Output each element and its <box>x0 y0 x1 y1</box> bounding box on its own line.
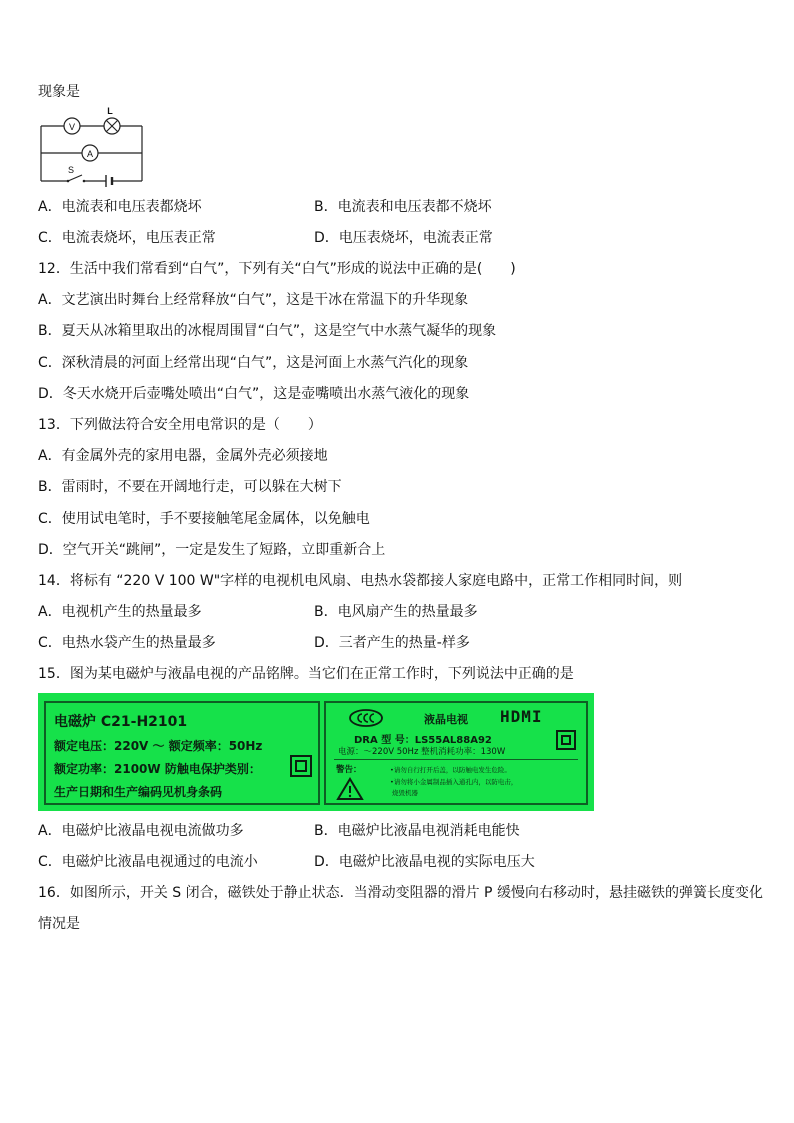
q14-option-d: D．三者产生的热量-样多 <box>314 635 470 651</box>
q12-option-d: D．冬天水烧开后壶嘴处喷出“白气”，这是壶嘴喷出水蒸气液化的现象 <box>38 386 470 402</box>
tv-warn-2: •请勿将小金属制品插入通孔内，以防电击， <box>390 778 518 786</box>
tv-warn-1: •请勿自行打开后盖，以防触电发生危险。 <box>390 766 511 774</box>
switch-label: S <box>67 165 75 175</box>
q15-stem: 15．图为某电磁炉与液晶电视的产品铭牌。当它们在正常工作时，下列说法中正确的是 <box>38 666 574 682</box>
q12-option-a: A．文艺演出时舞台上经常释放“白气”，这是干冰在常温下的升华现象 <box>38 292 469 308</box>
tv-warn-3: 烧毁机器 <box>392 789 418 797</box>
q13-option-d: D．空气开关“跳闸”，一定是发生了短路，立即重新合上 <box>38 542 386 558</box>
q14-option-c: C．电热水袋产生的热量最多 <box>38 635 216 651</box>
tv-name: 液晶电视 <box>424 713 468 726</box>
lamp-label: L <box>107 106 113 116</box>
q16-stem-line-1: 16．如图所示，开关 S 闭合，磁铁处于静止状态．当滑动变阻器的滑片 P 缓慢向右移动时，悬挂磁铁的弹簧长度变化 <box>38 885 763 901</box>
q15-option-c: C．电磁炉比液晶电视通过的电流小 <box>38 854 258 870</box>
q12-option-b: B．夏天从冰箱里取出的冰棍周围冒“白气”，这是空气中水蒸气凝华的现象 <box>38 323 497 339</box>
q14-option-a: A．电视机产生的热量最多 <box>38 604 202 620</box>
q11-option-b: B．电流表和电压表都不烧坏 <box>314 199 492 215</box>
tv-warn-title: 警告： <box>336 765 362 775</box>
q11-option-c: C．电流表烧坏，电压表正常 <box>38 230 216 246</box>
voltmeter-label: V <box>68 122 76 132</box>
cooker-title: 电磁炉 C21-H2101 <box>54 714 188 730</box>
q14-stem: 14．将标有 “220 V 100 W"字样的电视机电风扇、电热水袋都接人家庭电路中，正常工作相同时间，则 <box>38 573 683 589</box>
nameplate-image <box>38 693 594 811</box>
induction-cooker-plate <box>44 701 320 805</box>
q13-stem: 13．下列做法符合安全用电常识的是（ ） <box>38 417 322 433</box>
q13-option-c: C．使用试电笔时，手不要接触笔尾金属体，以免触电 <box>38 511 370 527</box>
ccc-logo-icon <box>348 709 384 727</box>
q13-option-b: B．雷雨时，不要在开阔地行走，可以躲在大树下 <box>38 479 342 495</box>
q11-option-a: A．电流表和电压表都烧坏 <box>38 199 202 215</box>
q13-option-a: A．有金属外壳的家用电器，金属外壳必须接地 <box>38 448 328 464</box>
hdmi-logo: HDMI <box>500 707 543 726</box>
q12-option-c: C．深秋清晨的河面上经常出现“白气”，这是河面上水蒸气汽化的现象 <box>38 355 469 371</box>
cooker-date: 生产日期和生产编码见机身条码 <box>54 785 223 799</box>
tv-spec: 电源：～220V 50Hz 整机消耗功率：130W <box>338 747 506 757</box>
q11-option-d: D．电压表烧坏，电流表正常 <box>314 230 493 246</box>
double-square-icon-tv <box>556 730 576 750</box>
warning-triangle-icon <box>336 777 364 801</box>
q15-option-b: B．电磁炉比液晶电视消耗电能快 <box>314 823 520 839</box>
q12-stem: 12．生活中我们常看到“白气”，下列有关“白气”形成的说法中正确的是( ) <box>38 261 516 277</box>
q15-option-d: D．电磁炉比液晶电视的实际电压大 <box>314 854 535 870</box>
circuit-diagram <box>38 104 148 188</box>
lcd-tv-plate <box>324 701 588 805</box>
q15-option-a: A．电磁炉比液晶电视电流做功多 <box>38 823 244 839</box>
ammeter-label: A <box>86 149 94 159</box>
q16-stem-line-2: 情况是 <box>38 916 80 932</box>
cooker-voltage: 额定电压：220V ～ 额定频率：50Hz <box>54 739 263 753</box>
q14-option-b: B．电风扇产生的热量最多 <box>314 604 478 620</box>
switch-symbol <box>68 175 82 181</box>
intro-text: 现象是 <box>38 84 80 100</box>
double-square-icon <box>290 755 312 777</box>
tv-model: DRA 型 号：LS55AL88A92 <box>354 735 492 746</box>
cooker-power: 额定功率：2100W 防触电保护类别： <box>54 762 261 776</box>
